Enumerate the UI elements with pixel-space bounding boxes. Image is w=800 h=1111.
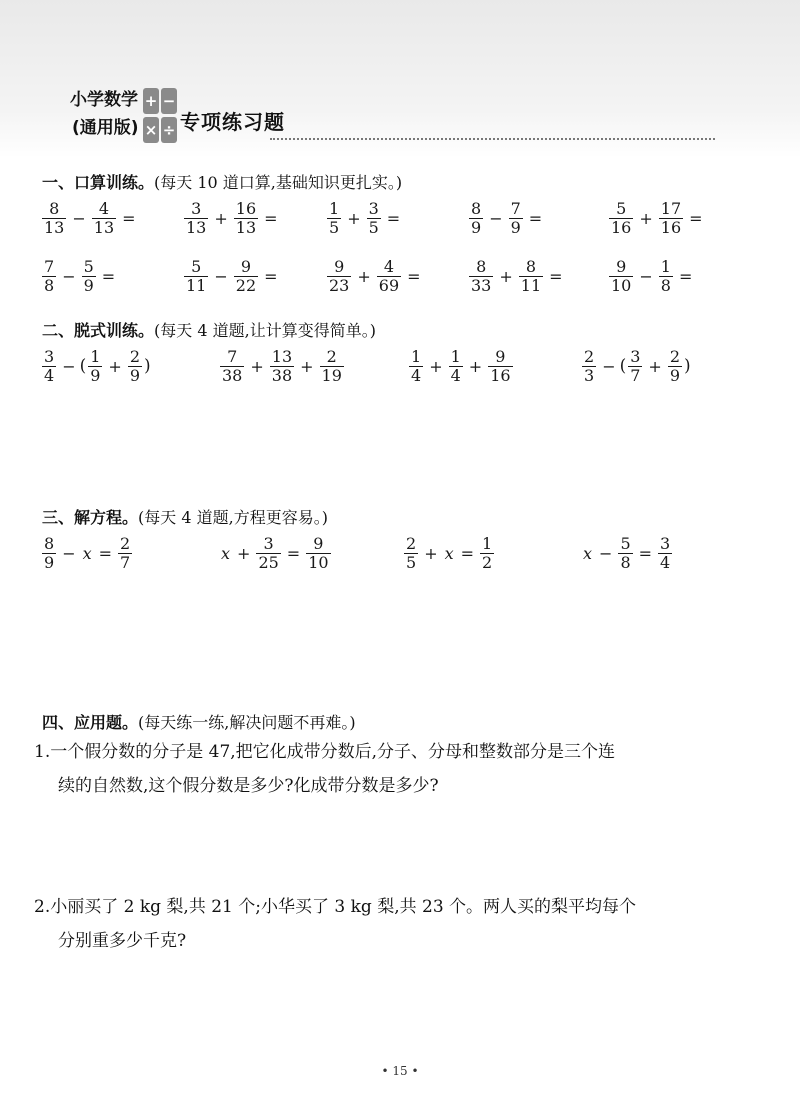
fraction xyxy=(184,258,208,294)
fraction xyxy=(367,200,381,236)
denominator: 13 xyxy=(93,217,115,237)
operator: − xyxy=(62,356,76,376)
section3-note: (每天 4 道题,方程更容易。) xyxy=(138,508,328,527)
equals-sign: = xyxy=(386,208,401,228)
numerator: 5 xyxy=(616,199,627,218)
fraction xyxy=(509,200,523,236)
equation xyxy=(218,535,333,571)
operator: − xyxy=(214,266,228,286)
minus-icon: − xyxy=(161,88,177,114)
operator: − xyxy=(62,543,76,563)
denominator: 11 xyxy=(520,275,542,295)
denominator: 8 xyxy=(620,552,631,572)
operator: − xyxy=(639,266,653,286)
section2-title xyxy=(42,318,376,341)
equation xyxy=(580,535,674,571)
question-1 xyxy=(34,735,754,803)
fraction xyxy=(409,348,423,384)
denominator: 7 xyxy=(630,365,641,385)
right-paren: ) xyxy=(144,356,151,377)
fraction xyxy=(659,200,683,236)
header-title: 专项练习题 xyxy=(180,110,285,134)
denominator: 16 xyxy=(611,217,632,237)
numerator: 3 xyxy=(44,347,55,366)
numerator: 5 xyxy=(83,257,94,276)
denominator: 9 xyxy=(44,552,55,572)
numerator: 17 xyxy=(660,199,682,218)
fraction xyxy=(582,348,596,384)
denominator: 4 xyxy=(660,552,671,572)
numerator: 5 xyxy=(620,534,631,553)
equals-sign: = xyxy=(286,543,301,563)
denominator: 13 xyxy=(235,217,257,237)
operator: − xyxy=(489,208,503,228)
denominator: 4 xyxy=(411,365,422,385)
fraction xyxy=(668,348,682,384)
denominator: 16 xyxy=(660,217,682,237)
numerator: 8 xyxy=(49,199,60,218)
operator: + xyxy=(639,208,653,228)
operator: + xyxy=(300,356,314,376)
operator: + xyxy=(347,208,361,228)
denominator: 10 xyxy=(611,275,632,295)
fraction xyxy=(618,535,632,571)
fraction xyxy=(320,348,344,384)
numerator: 1 xyxy=(482,534,493,553)
numerator: 1 xyxy=(660,257,671,276)
fraction xyxy=(270,348,294,384)
numerator: 2 xyxy=(120,534,131,553)
numerator: 9 xyxy=(616,257,627,276)
oral-exercise xyxy=(40,258,119,294)
equals-sign: = xyxy=(689,208,703,228)
variable: x xyxy=(444,543,454,563)
equals-sign: = xyxy=(460,543,475,563)
left-paren: ( xyxy=(79,356,87,377)
fraction xyxy=(234,200,258,236)
operator: + xyxy=(108,356,122,376)
fraction xyxy=(377,258,401,294)
fraction xyxy=(519,258,543,294)
fraction xyxy=(609,200,633,236)
numerator: 2 xyxy=(326,347,337,366)
fraction xyxy=(327,258,351,294)
fraction xyxy=(469,200,483,236)
numerator: 2 xyxy=(129,347,141,366)
denominator: 13 xyxy=(44,217,65,237)
fraction xyxy=(488,348,512,384)
left-paren: ( xyxy=(619,356,627,377)
denominator: 9 xyxy=(90,365,101,385)
numerator: 4 xyxy=(98,199,110,218)
oral-exercise xyxy=(182,200,282,236)
denominator: 9 xyxy=(129,365,141,385)
denominator: 38 xyxy=(271,365,293,385)
denominator: 19 xyxy=(321,365,342,385)
divide-icon: ÷ xyxy=(161,117,177,143)
denominator: 5 xyxy=(368,217,379,237)
denominator: 4 xyxy=(44,365,55,385)
question-2 xyxy=(34,890,754,958)
denominator: 2 xyxy=(482,552,493,572)
numerator: 3 xyxy=(660,534,671,553)
fraction xyxy=(658,535,672,571)
operator: + xyxy=(468,356,483,376)
numerator: 5 xyxy=(191,257,202,276)
operator: + xyxy=(250,356,264,376)
denominator: 10 xyxy=(308,552,329,572)
equals-sign: = xyxy=(549,266,563,286)
equals-sign: = xyxy=(528,208,543,228)
section3-heading: 三、解方程。 xyxy=(42,508,139,527)
page-number: • 15 • xyxy=(381,1064,419,1078)
fraction xyxy=(234,258,258,294)
equation xyxy=(40,535,134,571)
numerator: 2 xyxy=(584,347,595,366)
section2-note: (每天 4 道题,让计算变得简单。) xyxy=(154,321,376,340)
denominator: 3 xyxy=(584,365,595,385)
numerator: 16 xyxy=(235,199,257,218)
numerator: 9 xyxy=(495,347,506,366)
oral-exercise xyxy=(325,258,425,294)
brand-line1: 小学数学 xyxy=(70,90,138,110)
denominator: 9 xyxy=(669,365,681,385)
step-exercise xyxy=(580,348,691,384)
denominator: 9 xyxy=(471,217,482,237)
numerator: 7 xyxy=(227,347,238,366)
section4-heading: 四、应用题。 xyxy=(42,713,139,732)
operator: + xyxy=(499,266,513,286)
fraction xyxy=(659,258,673,294)
section3-title xyxy=(42,505,328,528)
numerator: 3 xyxy=(368,199,379,218)
operator: − xyxy=(62,266,76,286)
header-rule xyxy=(270,138,715,140)
variable: x xyxy=(82,543,92,563)
denominator: 9 xyxy=(83,275,94,295)
denominator: 23 xyxy=(329,275,350,295)
section1-title xyxy=(42,170,402,193)
operator: + xyxy=(424,543,438,563)
numerator: 7 xyxy=(510,199,521,218)
question-2-line2: 分别重多少千克? xyxy=(58,931,187,951)
fraction xyxy=(480,535,494,571)
section1-note: (每天 10 道口算,基础知识更扎实。) xyxy=(154,173,403,192)
step-exercise xyxy=(407,348,515,384)
numerator: 9 xyxy=(240,257,252,276)
numerator: 4 xyxy=(383,257,395,276)
denominator: 69 xyxy=(378,275,400,295)
step-exercise xyxy=(40,348,151,384)
operator: − xyxy=(602,356,616,376)
equals-sign: = xyxy=(264,208,278,228)
fraction xyxy=(404,535,418,571)
equals-sign: = xyxy=(638,543,653,563)
fraction xyxy=(88,348,102,384)
operator: + xyxy=(357,266,371,286)
right-paren: ) xyxy=(684,356,691,377)
denominator: 4 xyxy=(450,365,461,385)
oral-exercise xyxy=(182,258,282,294)
question-2-line1: 2.小丽买了 2 kg 梨,共 21 个;小华买了 3 kg 梨,共 23 个。两人买的梨平均每个 xyxy=(34,897,637,917)
fraction xyxy=(628,348,642,384)
numerator: 9 xyxy=(334,257,345,276)
section4-note: (每天练一练,解决问题不再难。) xyxy=(138,713,356,732)
numerator: 7 xyxy=(44,257,55,276)
denominator: 11 xyxy=(186,275,207,295)
numerator: 3 xyxy=(191,199,202,218)
fraction xyxy=(42,535,56,571)
denominator: 22 xyxy=(235,275,257,295)
oral-exercise xyxy=(467,258,567,294)
numerator: 8 xyxy=(44,534,55,553)
denominator: 8 xyxy=(660,275,671,295)
fraction xyxy=(42,258,56,294)
fraction xyxy=(92,200,116,236)
numerator: 9 xyxy=(313,534,324,553)
numerator: 13 xyxy=(271,347,293,366)
equation xyxy=(402,535,496,571)
fraction xyxy=(469,258,493,294)
fraction xyxy=(327,200,341,236)
numerator: 3 xyxy=(263,534,274,553)
fraction xyxy=(42,200,66,236)
numerator: 3 xyxy=(630,347,641,366)
operator: − xyxy=(72,208,86,228)
times-icon: × xyxy=(143,117,159,143)
operator: + xyxy=(214,208,228,228)
section2-heading: 二、脱式训练。 xyxy=(42,321,155,340)
operator: − xyxy=(599,543,613,563)
fraction xyxy=(42,348,56,384)
numerator: 1 xyxy=(329,199,340,218)
equals-sign: = xyxy=(407,266,421,286)
oral-exercise xyxy=(607,258,696,294)
operator-badges xyxy=(143,88,177,144)
operator: + xyxy=(429,356,443,376)
variable: x xyxy=(221,543,231,563)
numerator: 2 xyxy=(669,347,681,366)
question-1-line2: 续的自然数,这个假分数是多少?化成带分数是多少? xyxy=(58,776,439,796)
fraction xyxy=(128,348,142,384)
denominator: 38 xyxy=(222,365,243,385)
section4-title xyxy=(42,710,356,733)
equals-sign: = xyxy=(264,266,278,286)
variable: x xyxy=(583,543,593,563)
equals-sign: = xyxy=(98,543,113,563)
denominator: 9 xyxy=(510,217,521,237)
numerator: 8 xyxy=(525,257,537,276)
brand-line2: (通用版) xyxy=(72,118,139,138)
fraction xyxy=(82,258,96,294)
step-exercise xyxy=(218,348,346,384)
operator: + xyxy=(648,356,662,376)
denominator: 5 xyxy=(406,552,417,572)
fraction xyxy=(256,535,280,571)
fraction xyxy=(449,348,463,384)
numerator: 8 xyxy=(476,257,487,276)
section1-heading: 一、口算训练。 xyxy=(42,173,155,192)
oral-exercise xyxy=(467,200,546,236)
question-1-line1: 1.一个假分数的分子是 47,把它化成带分数后,分子、分母和整数部分是三个连 xyxy=(34,742,616,762)
operator: + xyxy=(237,543,251,563)
denominator: 8 xyxy=(44,275,55,295)
numerator: 8 xyxy=(471,199,482,218)
equals-sign: = xyxy=(101,266,116,286)
numerator: 1 xyxy=(450,347,461,366)
numerator: 2 xyxy=(406,534,417,553)
fraction xyxy=(609,258,633,294)
fraction xyxy=(184,200,208,236)
oral-exercise xyxy=(325,200,404,236)
plus-icon: + xyxy=(143,88,159,114)
denominator: 33 xyxy=(471,275,492,295)
equals-sign: = xyxy=(122,208,136,228)
denominator: 16 xyxy=(490,365,511,385)
brand-logo xyxy=(70,86,139,142)
denominator: 5 xyxy=(329,217,340,237)
fraction xyxy=(118,535,132,571)
oral-exercise xyxy=(607,200,707,236)
denominator: 13 xyxy=(186,217,207,237)
denominator: 25 xyxy=(258,552,279,572)
fraction xyxy=(306,535,330,571)
oral-exercise xyxy=(40,200,140,236)
numerator: 1 xyxy=(90,347,101,366)
equals-sign: = xyxy=(678,266,693,286)
numerator: 1 xyxy=(411,347,422,366)
denominator: 7 xyxy=(120,552,131,572)
fraction xyxy=(220,348,244,384)
